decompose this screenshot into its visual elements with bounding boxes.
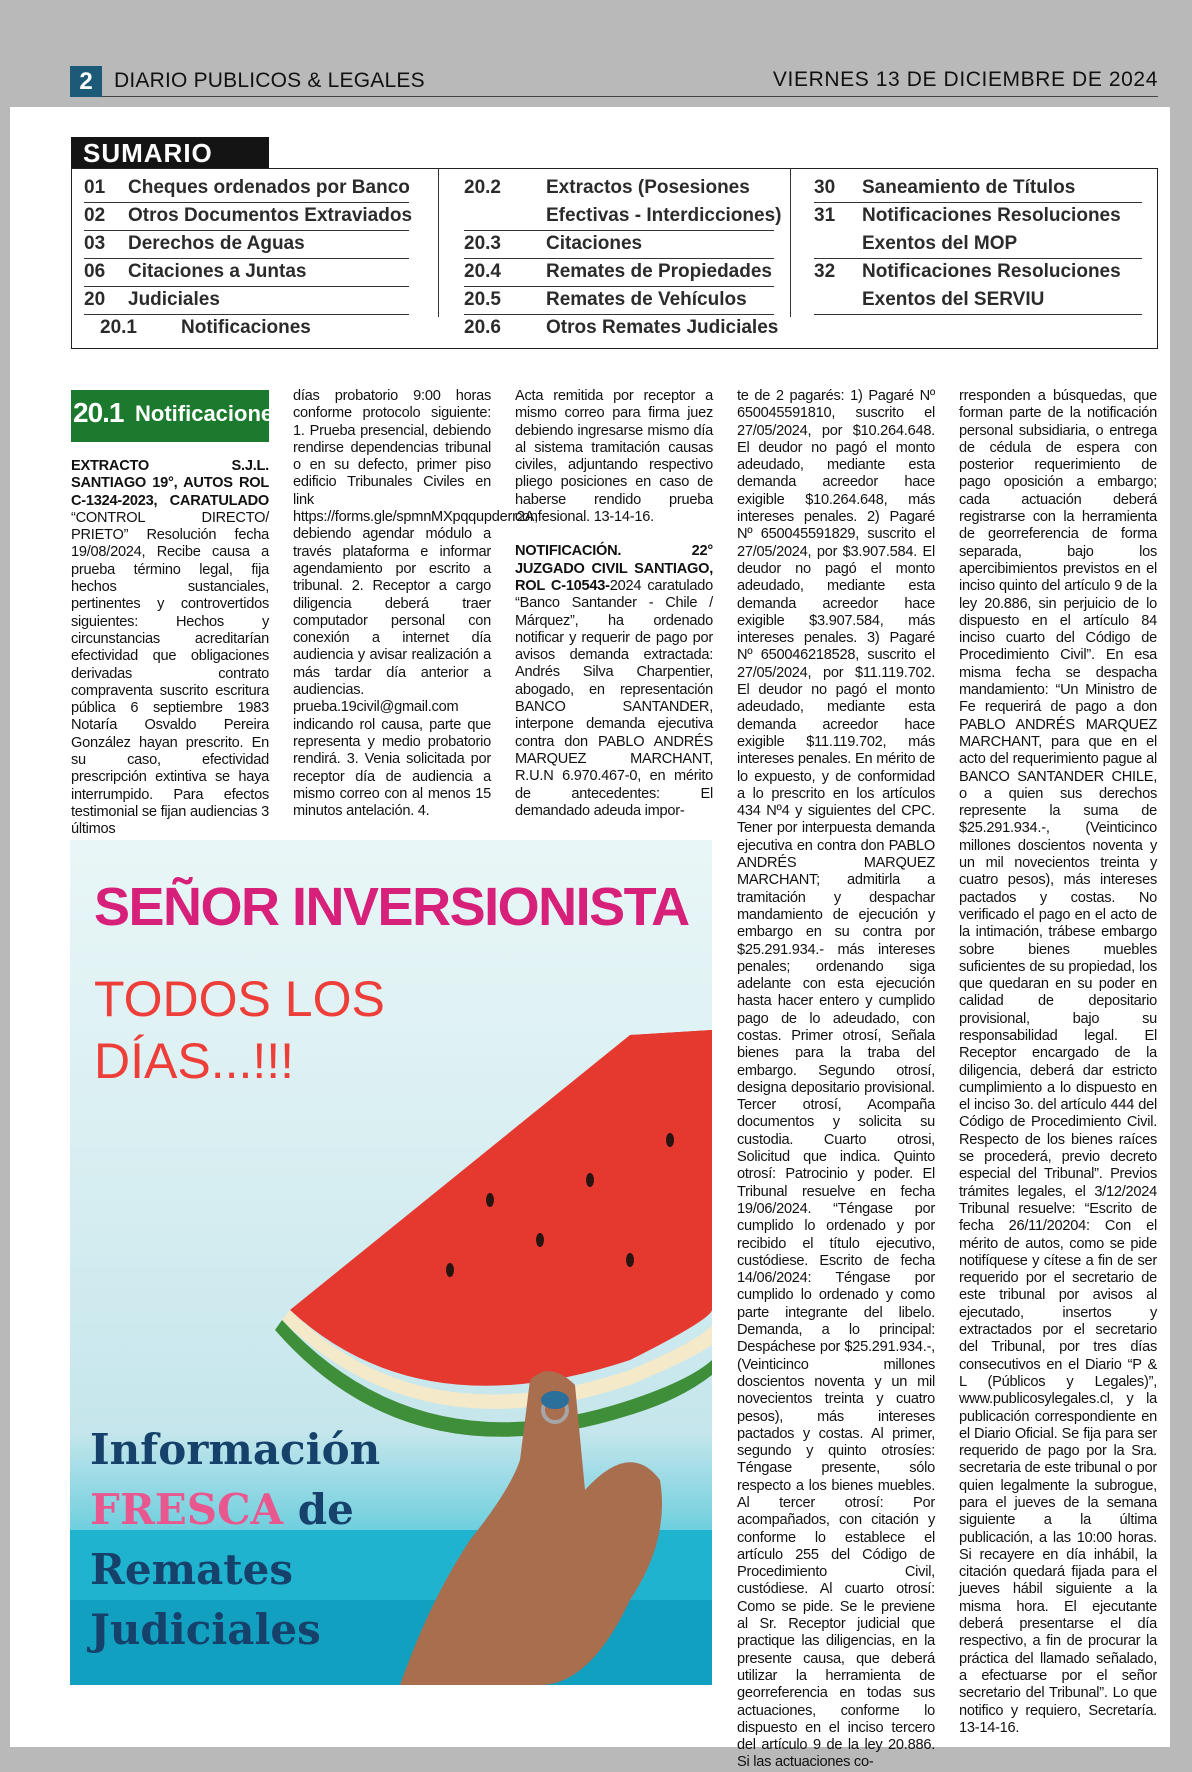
sumario-item[interactable]: 20.3 Citaciones bbox=[464, 231, 774, 259]
section-title: Notificaciones bbox=[135, 401, 286, 426]
column-3 bbox=[515, 388, 713, 820]
column-5 bbox=[959, 388, 1157, 1737]
ad-tagline: Información FRESCA de Remates Judiciales bbox=[90, 1425, 381, 1654]
notice-body: te de 2 pagarés: 1) Pagaré Nº 650045591810, suscrito el 27/05/2024, por $10.264.648. El deudor no pagó el monto adeudado, mediante esta demanda acreedor hace exigible $10.264.648, más intereses penales. 2) Pagaré Nº 650045591829, suscrito el 27/05/2024, por $3.907.584. El deudor no pagó el monto adeudado, mediante esta demanda acreedor hace exigible $3.907.584, más intereses penales. 3) Pagaré Nº 650046218528, suscrito el 27/05/2024, por $11.119.702. El deudor no pagó el monto adeudado, mediante esta demanda acreedor hace exigible $11.119.702, más intereses penales. En mérito de lo expuesto, y de conformidad a lo prescrito en los artículos 434 Nº4 y siguientes del CPC. Tener por interpuesta demanda ejecutiva en contra don PABLO ANDRÉS MARQUEZ MARCHANT; admitirla a tramitación y despachar mandamiento de ejecución y embargo en su contra por $25.291.934.- más intereses penales; ordenando siga adelante con esta ejecución hasta hacer entero y cumplido pago de lo adeudado, con costas. Primer otrosí, Señala bienes para la traba del embargo. Segundo otrosí, designa depositario provisional. Tercer otrosí, Acompaña documentos y solicita su custodia. Cuarto otrosi, Solicitud que indica. Quinto otrosí: Patrocinio y poder. El Tribunal resuelve en fecha 19/06/2024. “Téngase por cumplido lo ordenado y por recibido el título ejecutivo, custódiese. Escrito de fecha 14/06/2024: Téngase por cumplido lo ordenado y como parte integrante del libelo. Demanda, a lo principal: Despáchese por $25.291.934.-, (Veinticinco millones doscientos noventa y un mil novecientos treinta y cuatro pesos), más intereses pactados y costas. Al primer, segundo y quinto otrosíes: Téngase presente, sólo respecto a los bienes muebles. Al tercer otrosí: Por acompañados, con citación y conforme lo establece el artículo 255 del Código de Procedimiento Civil, custódiese. Al cuarto otrosí: Como se pide. Se le previene al Sr. Receptor judicial que practique las diligencias, en la presente causa, que deberá utilizar la herramienta de georreferencia en todas sus actuaciones, conforme lo dispuesto en el inciso tercero del artículo 9 de la ley 20.886. Si las actuaciones co- bbox=[737, 388, 935, 1771]
sumario-title: SUMARIO bbox=[71, 137, 269, 168]
section-number: 20.1 bbox=[73, 397, 124, 428]
sumario-item[interactable]: 20.6 Otros Remates Judiciales bbox=[464, 317, 779, 338]
sumario-item[interactable]: 01 Cheques ordenados por Banco bbox=[84, 175, 409, 203]
sumario-item[interactable]: Efectivas - Interdicciones) bbox=[464, 203, 774, 231]
column-1 bbox=[71, 458, 269, 839]
notice-heading: NOTIFICACIÓN. 22° JUZGADO CIVIL SANTIAGO, ROL C-10543- bbox=[515, 543, 713, 594]
ad-headline: SEÑOR INVERSIONISTA bbox=[94, 877, 689, 937]
sumario-item[interactable]: 06 Citaciones a Juntas bbox=[84, 259, 409, 287]
notice-heading: EXTRACTO S.J.L. SANTIAGO 19°, AUTOS ROL C-1324-2023, CARATULADO bbox=[71, 458, 269, 509]
column-4 bbox=[737, 388, 935, 1772]
notice-body: Acta remitida por receptor a mismo correo para firma juez debiendo ingresarse mismo día al sistema tramitación causas civiles, adjuntando respectivo pliego posiciones en caso de haberse rendido prueba confesional. 13-14-16. bbox=[515, 388, 713, 526]
sumario-item[interactable]: 32 Notificaciones Resoluciones bbox=[814, 261, 1121, 282]
notice-body: “CONTROL DIRECTO/ PRIETO” Resolución fecha 19/08/2024, Recibe causa a prueba término legal, fija hechos sustanciales, pertinentes y controvertidos siguientes: Hechos y circunstancias acreditarían efectividad que obligaciones derivadas contrato compraventa suscrito escritura pública 6 septiembre 1983 Notaría Osvaldo Pereira González hayan prescrito. En su caso, efectividad prescripción extintiva se haya interrumpido. Para efectos testimonial se fijan audiencias 3 últimos bbox=[71, 509, 269, 838]
sumario-divider bbox=[790, 169, 791, 317]
sumario-item[interactable]: 20.4 Remates de Propiedades bbox=[464, 259, 774, 287]
sumario-item[interactable]: 03 Derechos de Aguas bbox=[84, 231, 409, 259]
sumario-item[interactable]: 20 Judiciales bbox=[84, 287, 409, 315]
ad-subheadline: TODOS LOS DÍAS...!!! bbox=[94, 971, 385, 1089]
notice-body: 2024 caratulado “Banco Santander - Chile / Márquez”, ha ordenado notificar y requerir de pago por avisos demanda extractada: Andrés Silva Charpentier, abogado, en representación BANCO SANTANDER, interpone demanda ejecutiva contra don PABLO ANDRÉS MARQUEZ MARCHANT, R.U.N 6.970.467-0, en mérito de antecedentes: El demandado adeuda impor- bbox=[515, 577, 714, 819]
page-header bbox=[70, 66, 1158, 97]
notice-body: días probatorio 9:00 horas conforme protocolo siguiente: 1. Prueba presencial, debiendo rendirse dependencias tribunal o en su defecto, primer piso edificio Tribunales Civiles en link https://forms.gle/spmnMXpqqupderr2A, debiendo agendar módulo a través plataforma e informar agendamiento por escrito a tribunal. 2. Receptor a cargo diligencia deberá traer computador personal con conexión a internet día audiencia y avisar realización a más tardar día anterior a audiencias. prueba.19civil@gmail.com indicando rol causa, parte que representa y medio probatorio rendirá. 3. Venia solicitada por receptor día de audiencia a mismo correo con al menos 15 minutos antelación. 4. bbox=[293, 388, 538, 820]
sumario-item[interactable]: 31 Notificaciones Resoluciones bbox=[814, 205, 1121, 226]
issue-date: VIERNES 13 DE DICIEMBRE DE 2024 bbox=[772, 68, 1158, 91]
column-2 bbox=[293, 388, 538, 820]
sumario-item[interactable]: 02 Otros Documentos Extraviados bbox=[84, 203, 409, 231]
notice-body: rresponden a búsquedas, que forman parte de la notificación personal subsidiaria, o entrega de cédula de espera con posterior requerimiento de pago oposición a embargo; cada actuación deberá registrarse con la herramienta de georreferencia de forma separada, bajo los apercibimientos previstos en el inciso quinto del artículo 9 de la ley 20.886, sin perjuicio de lo dispuesto en el artículo 84 inciso cuarto del Código de Procedimiento Civil”. En esa misma fecha se despacha mandamiento: “Un Ministro de Fe requerirá de pago a don PABLO ANDRÉS MARQUEZ MARCHANT, para que en el acto del requerimiento pague al BANCO SANTANDER CHILE, o a quien sus derechos represente la suma de $25.291.934.-, (Veinticinco millones doscientos noventa y un mil novecientos treinta y cuatro pesos), más intereses pactados y costas. No verificado el pago en el acto de la intimación, trábese embargo sobre bienes muebles suficientes de su propiedad, los que quedaran en su poder en calidad de depositario provisional, bajo su responsabilidad legal. El Receptor encargado de la diligencia, deberá dar estricto cumplimiento a lo dispuesto en el inciso 3o. del artículo 444 del Código de Procedimiento Civil. Respecto de los bienes raíces se procederá, previo decreto especial del Tribunal”. Previos trámites legales, el 3/12/2024 Tribunal resuelve: “Escrito de fecha 26/11/20204: Con el mérito de autos, como se pide notifíquese y cítese a fin de ser requerido por el secretario de este tribunal por avisos al ejecutado, insertos y extractados por el secretario del Tribunal, por tres días consecutivos en el Diario “P & L (Públicos y Legales)”, www.publicosylegales.cl, y la publicación correspondiente en el Diario Oficial. Se fija para ser requerido de pago por la Sra. secretaria de este tribunal o por quien legalmente la subrogue, para el jueves de la semana siguiente a la última publicación, a las 10:00 horas. Si recayere en día inhábil, la citación quedará fijada para el jueves hábil siguiente a la misma hora. El ejecutante deberá presentarse el día respectivo, a fin de procurar la práctica del llamado señalado, a efectuarse por el señor secretario del Tribunal”. Lo que notifico y requiero, Secretaría. 13-14-16. bbox=[959, 388, 1157, 1736]
sumario-item[interactable]: 20.5 Remates de Vehículos bbox=[464, 287, 774, 315]
publication-name: DIARIO PUBLICOS & LEGALES bbox=[114, 69, 425, 92]
sumario-item[interactable]: 20.2 Extractos (Posesiones bbox=[464, 177, 750, 198]
page-number: 2 bbox=[70, 66, 102, 97]
sumario-item[interactable]: 30 Saneamiento de Títulos bbox=[814, 175, 1142, 203]
section-badge bbox=[71, 390, 286, 442]
advertisement[interactable] bbox=[70, 840, 712, 1685]
sumario-item[interactable]: 20.1 Notificaciones bbox=[100, 317, 311, 338]
sumario-divider bbox=[438, 169, 439, 317]
ring-icon bbox=[541, 1391, 569, 1409]
sumario-item[interactable]: Exentos del SERVIU bbox=[814, 287, 1142, 315]
sumario-item[interactable]: Exentos del MOP bbox=[814, 231, 1142, 259]
sumario-box bbox=[71, 168, 1158, 349]
